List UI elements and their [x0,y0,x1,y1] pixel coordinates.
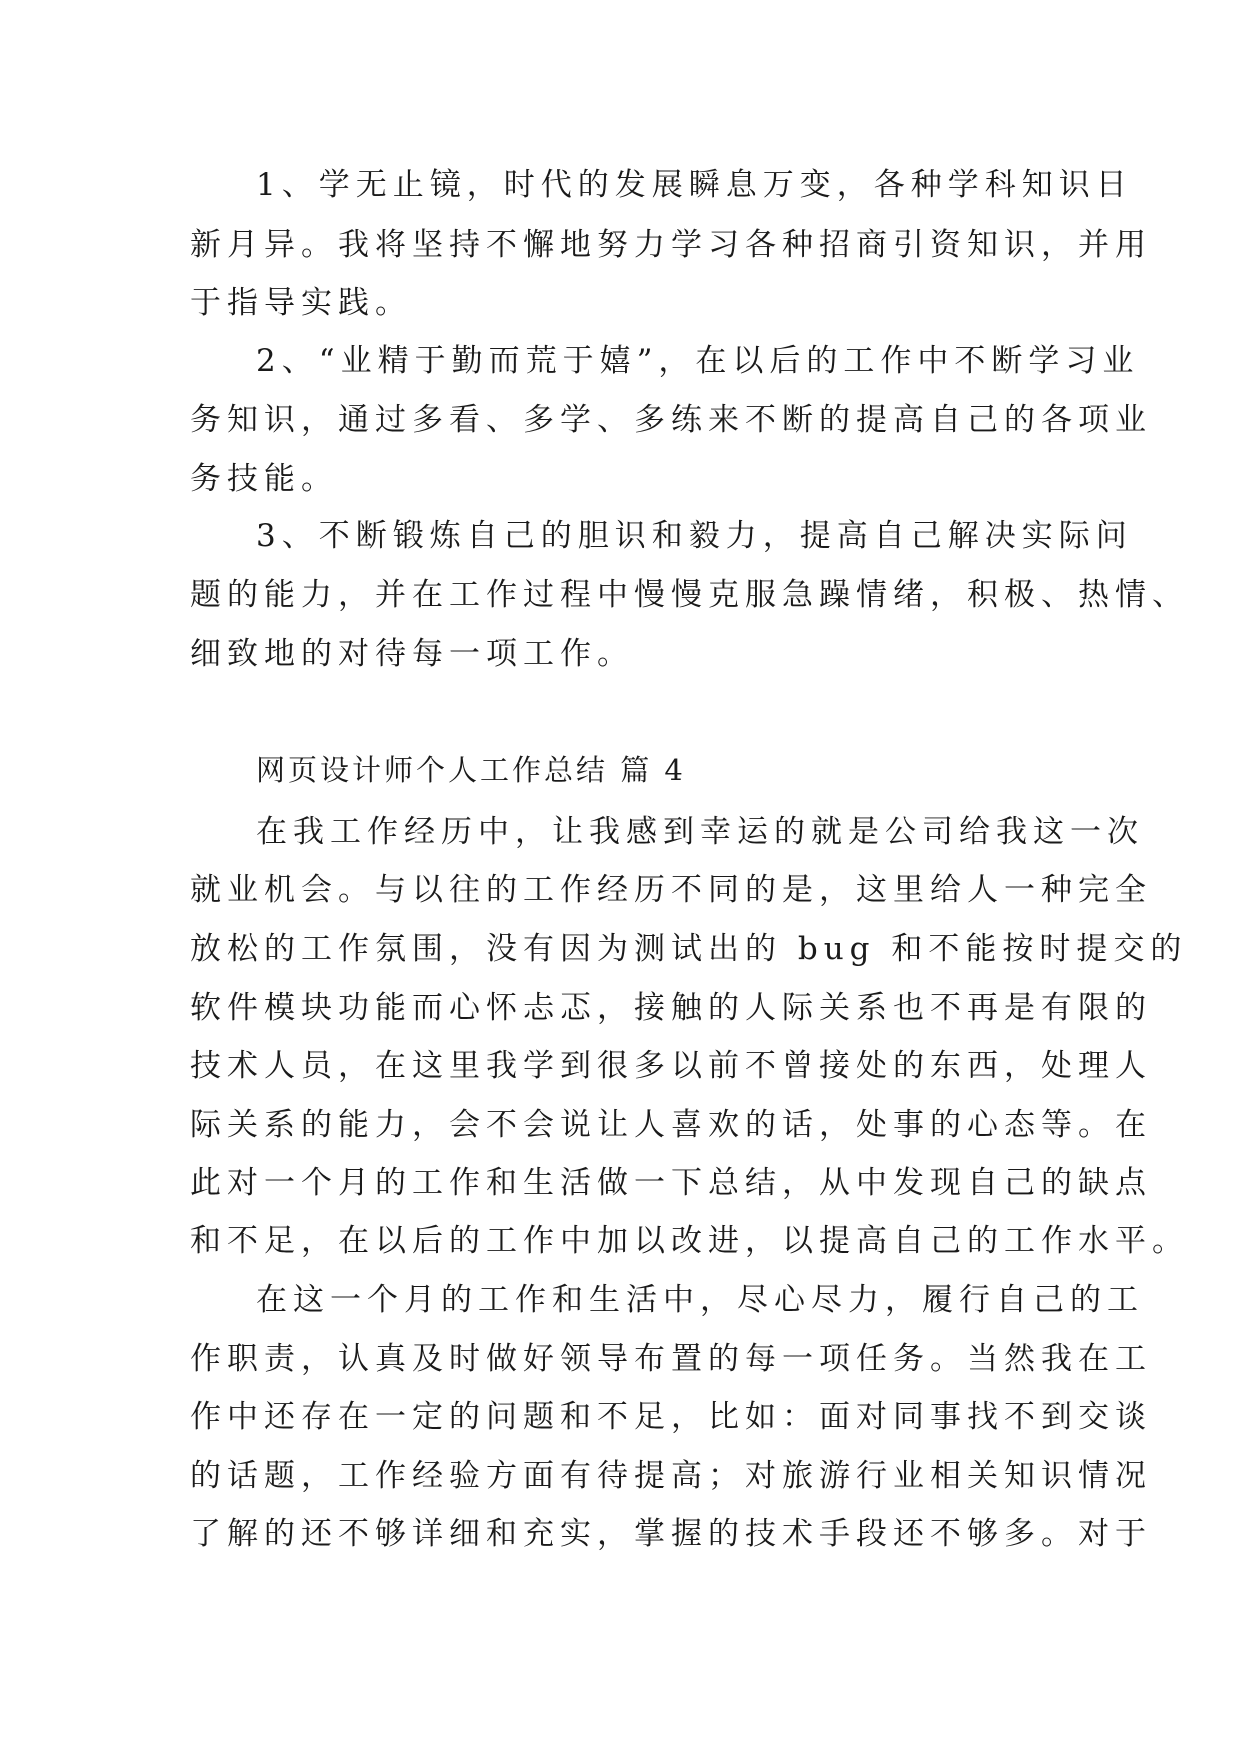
section-heading: 网页设计师个人工作总结 篇 4 [256,753,686,787]
item-2-line-1: 2、“业精于勤而荒于嬉”，在以后的工作中不断学习业 [256,343,1140,379]
item-1-line-2: 新月异。我将坚持不懈地努力学习各种招商引资知识，并用 [190,227,1152,263]
para-1-line-2: 就业机会。与以往的工作经历不同的是，这里给人一种完全 [190,872,1152,908]
para-2-line-2: 作职责，认真及时做好领导布置的每一项任务。当然我在工 [190,1341,1152,1377]
para-1-line-4: 软件模块功能而心怀忐忑，接触的人际关系也不再是有限的 [190,990,1152,1026]
para-2-line-1: 在这一个月的工作和生活中，尽心尽力，履行自己的工 [256,1282,1144,1318]
item-2-line-3: 务技能。 [190,461,338,497]
item-3-line-3: 细致地的对待每一项工作。 [190,636,634,672]
item-2-line-2: 务知识，通过多看、多学、多练来不断的提高自己的各项业 [190,402,1152,438]
item-1-line-3: 于指导实践。 [190,285,412,321]
para-1-line-3: 放松的工作氛围，没有因为测试出的 bug 和不能按时提交的 [190,931,1188,967]
para-2-line-5: 了解的还不够详细和充实，掌握的技术手段还不够多。对于 [190,1516,1152,1552]
para-1-line-7: 此对一个月的工作和生活做一下总结，从中发现自己的缺点 [190,1165,1152,1201]
para-2-line-3: 作中还存在一定的问题和不足，比如：面对同事找不到交谈 [190,1399,1152,1435]
para-1-line-6: 际关系的能力，会不会说让人喜欢的话，处事的心态等。在 [190,1107,1152,1143]
para-1-line-8: 和不足，在以后的工作中加以改进，以提高自己的工作水平。 [190,1223,1189,1259]
item-3-line-1: 3、不断锻炼自己的胆识和毅力，提高自己解决实际问 [256,518,1133,554]
para-2-line-4: 的话题，工作经验方面有待提高；对旅游行业相关知识情况 [190,1458,1152,1494]
para-1-line-5: 技术人员，在这里我学到很多以前不曾接处的东西，处理人 [190,1048,1152,1084]
item-3-line-2: 题的能力，并在工作过程中慢慢克服急躁情绪，积极、热情、 [190,577,1189,613]
item-1-line-1: 1、学无止镜，时代的发展瞬息万变，各种学科知识日 [256,167,1133,203]
para-1-line-1: 在我工作经历中，让我感到幸运的就是公司给我这一次 [256,814,1144,850]
